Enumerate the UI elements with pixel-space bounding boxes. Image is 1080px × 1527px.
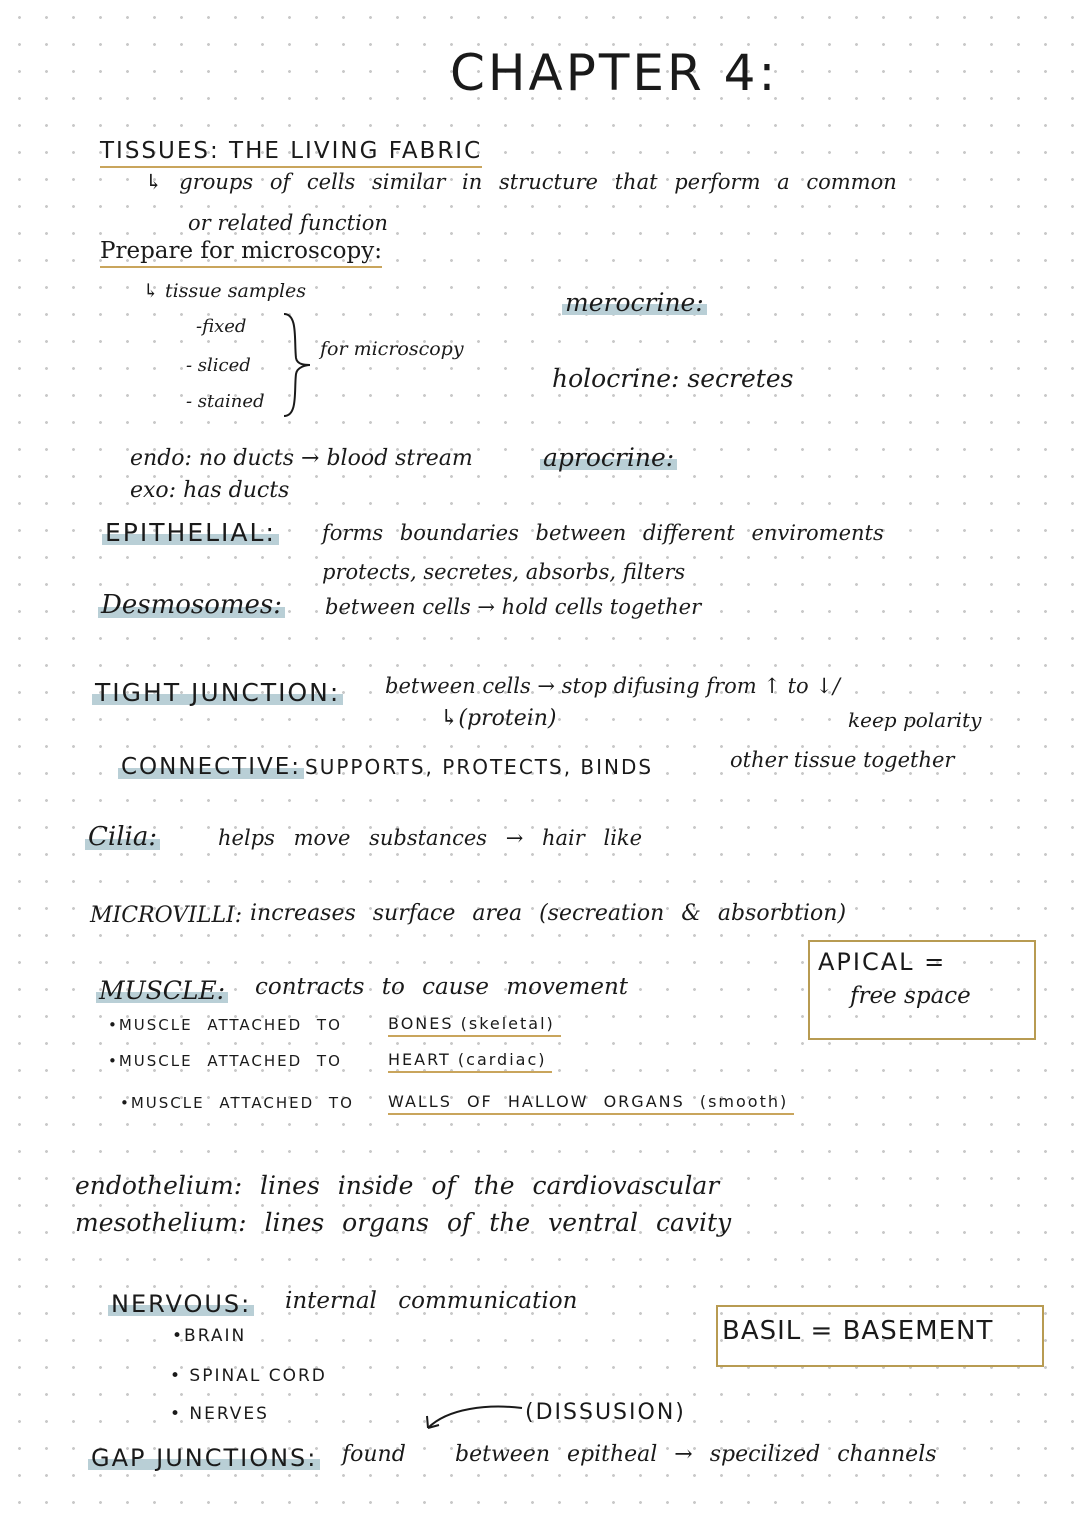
muscle-label: MUSCLE: bbox=[96, 978, 228, 1003]
dissusion-note: (DISSUSION) bbox=[525, 1400, 686, 1425]
microvilli-text: increases surface area (secreation & absorbtion) bbox=[250, 901, 847, 926]
cilia-label: Cilia: bbox=[85, 824, 160, 850]
basil-text: BASIL = BASEMENT bbox=[722, 1316, 994, 1346]
muscle-item-2-prefix: •MUSCLE ATTACHED TO bbox=[108, 1052, 342, 1070]
tight-junction-sub: ↳(protein) bbox=[440, 706, 557, 731]
definition-line-2: or related function bbox=[188, 211, 388, 235]
tight-junction-text: between cells → stop difusing from ↑ to ↓/ bbox=[385, 674, 840, 698]
page-title: CHAPTER 4: bbox=[450, 44, 779, 102]
nervous-item-spinal-cord: • SPINAL CORD bbox=[170, 1366, 327, 1386]
nervous-label: NERVOUS: bbox=[108, 1292, 254, 1316]
brace-label: for microscopy bbox=[320, 338, 464, 360]
apical-line-2: free space bbox=[850, 983, 971, 1009]
connective-text-2: other tissue together bbox=[730, 748, 955, 772]
mesothelium-line: mesothelium: lines organs of the ventral cavity bbox=[75, 1208, 732, 1237]
section-heading: TISSUES: THE LIVING FABRIC bbox=[100, 140, 482, 168]
muscle-item-1-target: BONES (skeletal) bbox=[388, 1016, 561, 1037]
gap-text: between epitheal → specilized channels bbox=[455, 1442, 937, 1467]
muscle-item-3-target: WALLS OF HALLOW ORGANS (smooth) bbox=[388, 1094, 794, 1115]
apical-line-1: APICAL = bbox=[818, 948, 947, 976]
holocrine-label: holocrine: secretes bbox=[552, 364, 794, 393]
polarity-note: keep polarity bbox=[848, 708, 982, 732]
endothelium-line: endothelium: lines inside of the cardiovascular bbox=[75, 1171, 720, 1200]
nervous-item-brain: •BRAIN bbox=[172, 1326, 247, 1346]
exo-line: exo: has ducts bbox=[130, 478, 290, 503]
nervous-text: internal communication bbox=[285, 1288, 578, 1314]
muscle-item-1-prefix: •MUSCLE ATTACHED TO bbox=[108, 1016, 342, 1034]
microvilli-label: MICROVILLI: bbox=[90, 903, 243, 928]
connective-text: SUPPORTS, PROTECTS, BINDS bbox=[305, 755, 654, 779]
muscle-item-2-target: HEART (cardiac) bbox=[388, 1052, 552, 1073]
muscle-text: contracts to cause movement bbox=[255, 974, 629, 1000]
endo-line: endo: no ducts → blood stream bbox=[130, 446, 473, 471]
gap-found: found bbox=[342, 1442, 406, 1467]
muscle-item-3-prefix: •MUSCLE ATTACHED TO bbox=[120, 1094, 354, 1112]
step-stained: - stained bbox=[186, 391, 265, 412]
prepare-heading: Prepare for microscopy: bbox=[100, 240, 382, 268]
epithelial-line-2: protects, secretes, absorbs, filters bbox=[322, 560, 686, 584]
definition-line-1: ↳ groups of cells similar in structure that perform a common bbox=[145, 170, 897, 194]
step-fixed: -fixed bbox=[196, 316, 247, 337]
connective-label: CONNECTIVE: bbox=[118, 756, 304, 779]
curly-brace-icon bbox=[280, 310, 320, 420]
merocrine-label: merocrine: bbox=[562, 290, 707, 315]
gap-junctions-label: GAP JUNCTIONS: bbox=[88, 1446, 320, 1470]
curved-arrow-icon bbox=[418, 1400, 528, 1440]
tissue-samples: ↳ tissue samples bbox=[143, 280, 307, 302]
epithelial-line-1: forms boundaries between different enviroments bbox=[322, 521, 884, 545]
desmosomes-label: Desmosomes: bbox=[98, 592, 285, 618]
step-sliced: - sliced bbox=[186, 355, 251, 376]
cilia-text: helps move substances → hair like bbox=[218, 826, 643, 850]
epithelial-label: EPITHELIAL: bbox=[102, 520, 279, 545]
desmosomes-text: between cells → hold cells together bbox=[325, 595, 702, 619]
nervous-item-nerves: • NERVES bbox=[170, 1404, 269, 1424]
tight-junction-label: TIGHT JUNCTION: bbox=[92, 680, 343, 705]
aprocrine-label: aprocrine: bbox=[540, 445, 677, 470]
